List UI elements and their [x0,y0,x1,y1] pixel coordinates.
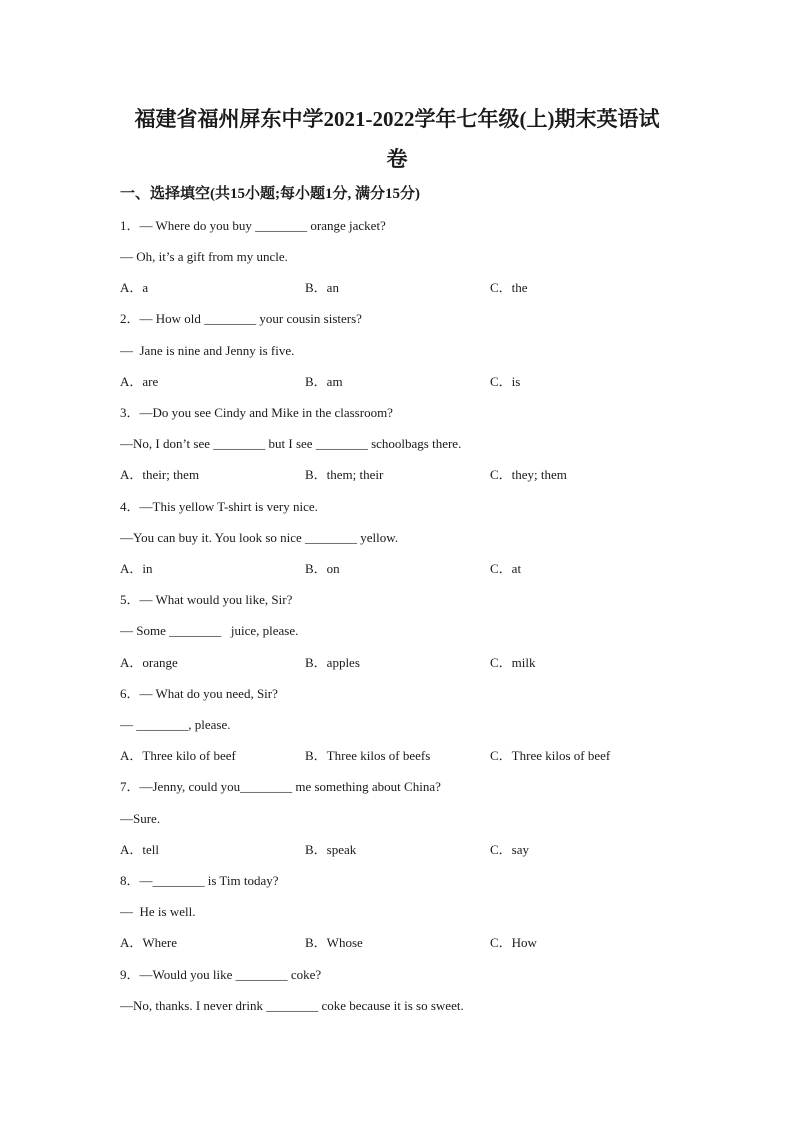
question-8-option-c[interactable]: C．How [490,935,537,950]
question-1-option-b[interactable]: B．an [305,280,339,295]
question-2-response: — Jane is nine and Jenny is five. [120,343,295,358]
exam-title-line-2: 卷 [386,147,408,171]
exam-title-line-1: 福建省福州屏东中学2021-2022学年七年级(上)期末英语试 [134,107,660,131]
question-8-option-b[interactable]: B．Whose [305,935,363,950]
question-7-option-a[interactable]: A．tell [120,842,159,857]
question-7-response: —Sure. [120,811,161,826]
question-5-option-b[interactable]: B．apples [305,655,360,670]
question-4-option-b[interactable]: B．on [305,561,340,576]
question-6-option-c[interactable]: C．Three kilos of beef [490,748,611,763]
question-4-option-a[interactable]: A．in [120,561,153,576]
question-6: 6．— What do you need, Sir? [120,686,278,701]
question-5-response: — Some ________ juice, please. [120,623,299,638]
question-2-option-a[interactable]: A．are [120,374,159,389]
question-3-option-c[interactable]: C．they; them [490,467,567,482]
question-4-response: —You can buy it. You look so nice ________ yellow. [120,530,399,545]
question-6-option-a[interactable]: A．Three kilo of beef [120,748,236,763]
question-1: 1．— Where do you buy ________ orange jacket? [120,218,386,233]
question-1-option-a[interactable]: A．a [120,280,149,295]
question-2-option-b[interactable]: B．am [305,374,343,389]
question-3-option-a[interactable]: A．their; them [120,467,200,482]
question-4-option-c[interactable]: C．at [490,561,522,576]
question-2-option-c[interactable]: C．is [490,374,521,389]
question-5-option-c[interactable]: C．milk [490,655,536,670]
question-7-option-b[interactable]: B．speak [305,842,357,857]
question-8-response: — He is well. [120,904,196,919]
question-6-response: — ________, please. [120,717,231,732]
question-8: 8．—________ is Tim today? [120,873,279,888]
question-8-option-a[interactable]: A．Where [120,935,178,950]
question-9: 9．—Would you like ________ coke? [120,967,322,982]
question-6-option-b[interactable]: B．Three kilos of beefs [305,748,431,763]
question-7: 7．—Jenny, could you________ me something about China? [120,779,441,794]
question-3-option-b[interactable]: B．them; their [305,467,384,482]
question-5: 5．— What would you like, Sir? [120,592,293,607]
question-9-response: —No, thanks. I never drink ________ coke because it is so sweet. [120,998,464,1013]
question-7-option-c[interactable]: C．say [490,842,530,857]
question-2: 2．— How old ________ your cousin sisters? [120,311,362,326]
question-4: 4．—This yellow T-shirt is very nice. [120,499,318,514]
question-3: 3．—Do you see Cindy and Mike in the classroom? [120,405,393,420]
question-1-option-c[interactable]: C．the [490,280,528,295]
section-heading: 一、选择填空(共15小题;每小题1分, 满分15分) [120,186,420,202]
question-1-response: — Oh, it’s a gift from my uncle. [120,249,288,264]
question-3-response: —No, I don’t see ________ but I see ________ schoolbags there. [120,436,462,451]
question-5-option-a[interactable]: A．orange [120,655,178,670]
